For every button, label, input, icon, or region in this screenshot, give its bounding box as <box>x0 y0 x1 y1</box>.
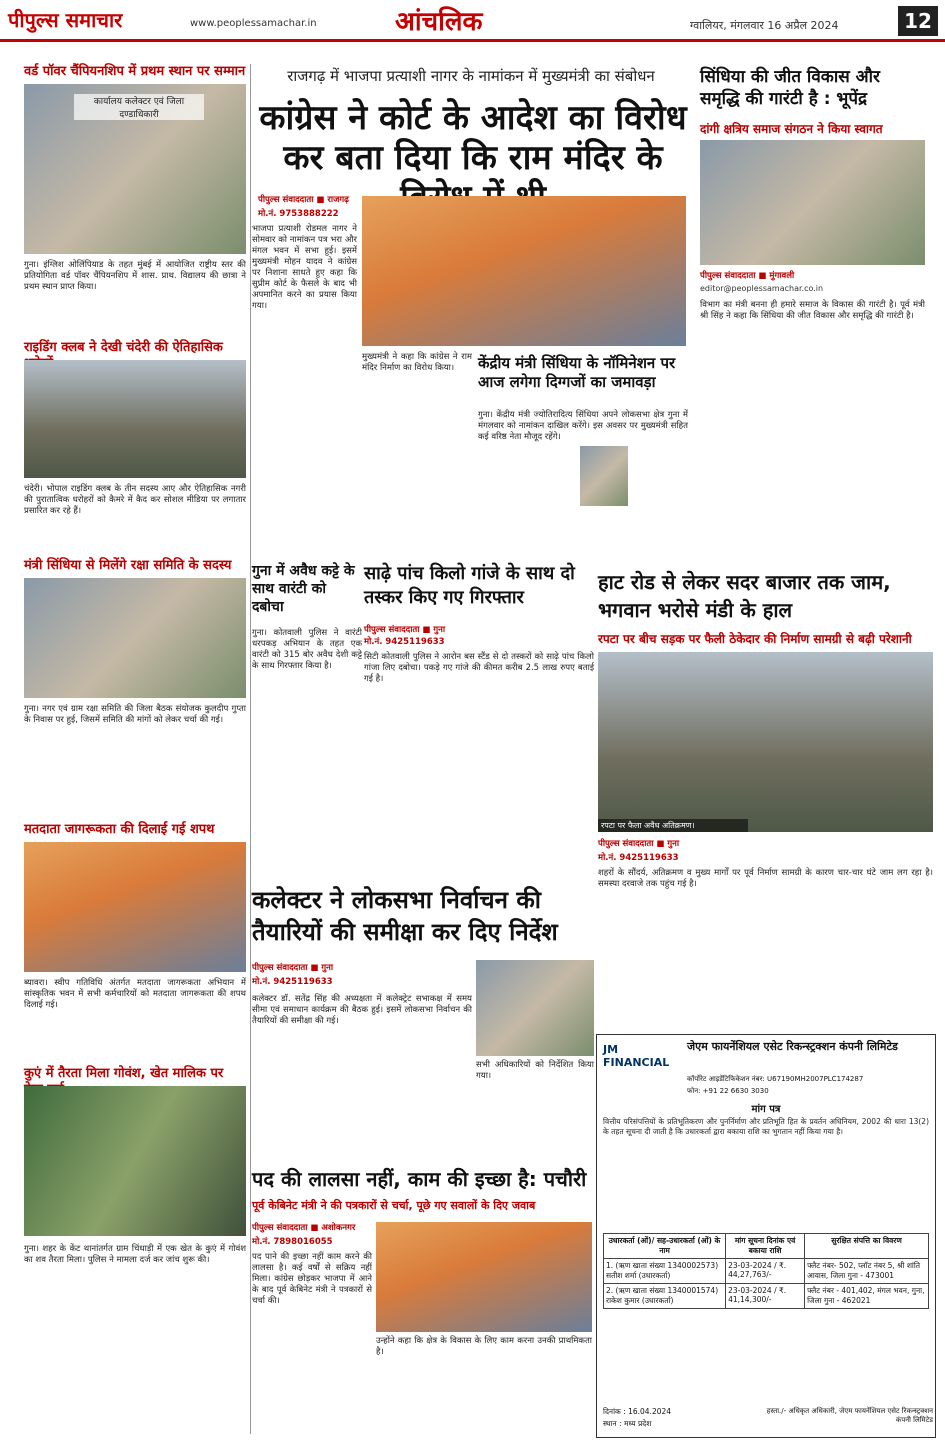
pachauri-body: पद पाने की इच्छा नहीं काम करने की लालसा है। कई वर्षों से सक्रिय नहीं मिला। कांग्रेस छोड़कर भाजपा में आने के बाद पूर्व केबिनेट मंत्री ने पत्रकारों से चर्चा की। <box>252 1252 372 1306</box>
lead-byline: पीपुल्स संवाददाता ■ राजगढ़ <box>258 195 349 205</box>
left-column <box>24 64 246 1442</box>
pachauri-photo <box>376 1222 592 1332</box>
lead-headline: कांग्रेस ने कोर्ट के आदेश का विरोध कर बता दिया कि राम मंदिर के <box>259 98 687 178</box>
pachauri-headline: पद की लालसा नहीं, काम की इच्छा है: पचौरी <box>252 1167 587 1191</box>
ad-place: स्थान : मध्य प्रदेश <box>603 1419 652 1428</box>
market-subhead: रपटा पर बीच सड़क पर फैली ठेकेदार की निर्माण सामग्री से बढ़ी परेशानी <box>598 632 912 646</box>
crime2-body: सिटी कोतवाली पुलिस ने आरोन बस स्टैंड से दो तस्करों को साढ़े पांच किलो गांजा लिए दबोचा। पकड़े गए गांजे की कीमत करीब 2.5 लाख रुपए बताई गई है। <box>364 652 594 684</box>
ad-notice-body: वित्तीय परिसंपत्तियों के प्रतिभूतिकरण और पुनर्निर्माण और प्रतिभूति हित के प्रवर्तन अधिनियम, 2002 की धारा 13(2) के तहत सूचना दी जाती है कि उधारकर्ता द्वारा बकाया राशि का भुगतान नहीं किया गया है। <box>603 1117 929 1136</box>
market-headline: हाट रोड से लेकर सदर बाजार तक जाम, भगवान भरोसे मंडी के हाल <box>598 570 891 622</box>
collector-phone: मो.नं. 9425119633 <box>252 977 333 987</box>
item4-headline: मतदाता जागरूकता की दिलाई गई शपथ <box>24 822 215 837</box>
lead-body-cont: मुख्यमंत्री ने कहा कि कांग्रेस ने राम मंदिर निर्माण का विरोध किया। <box>362 352 472 373</box>
ad-title: जेएम फायनेंशियल एसेट रिकन्स्ट्रक्शन कंपनी लिमिटेड <box>687 1040 898 1053</box>
collector-photo <box>476 960 594 1056</box>
pachauri-phone: मो.नं. 7898016055 <box>252 1237 333 1247</box>
crime1-headline: गुना में अवैध कट्टे के साथ वारंटी को दबोचा <box>252 563 355 615</box>
ad-col-header: उधारकर्ता (ओं)/ सह-उधारकर्ता (ओं) के नाम <box>604 1234 726 1259</box>
item1-photo-text: कार्यालय कलेक्टर एवं जिला दण्डाधिकारी <box>74 94 204 120</box>
ad-col-header: मांग सूचना दिनांक एवं बकाया राशि <box>726 1234 805 1259</box>
item5-body: गुना। शहर के केंट थानांतर्गत ग्राम चिंधाड़ी में एक खेत के कुएं में गोवंश का शव तैरता मिला। पुलिस ने मामला दर्ज कर जांच शुरू की। <box>24 1244 246 1265</box>
pachauri-byline: पीपुल्स संवाददाता ■ अशोकनगर <box>252 1223 356 1233</box>
ad-phone: फोन: +91 22 6630 3030 <box>687 1087 769 1095</box>
market-byline: पीपुल्स संवाददाता ■ गुना <box>598 839 680 849</box>
scindia-headline: सिंधिया की जीत विकास और समृद्धि की गारंटी है : भूपेंद्र <box>700 67 881 109</box>
market-photo <box>598 652 933 832</box>
ad-cell: फ्लैट नंबर- 502, प्लॉट नंबर 5, श्री शांति आवास, जिला गुना - 473001 <box>805 1259 929 1284</box>
ad-cell: फ्लैट नंबर - 401,402, मंगल भवन, गुना, जिला गुना - 462021 <box>805 1284 929 1309</box>
item1-body: गुना। इंग्लिश ओलिंपियाड के तहत मुंबई में आयोजित राष्ट्रीय स्तर की प्रतियोगिता वर्ड पॉवर चैंपियनशिप में शास. प्राथ. विद्यालय की छात्रा ने प्रथम स्थान प्राप्त किया। <box>24 260 246 292</box>
crime2-phone: मो.नं. 9425119633 <box>364 637 445 647</box>
item2-body: चंदेरी। भोपाल राइडिंग क्लब के तीन सदस्य आए और ऐतिहासिक नगरी की पुरातात्विक धरोहरों को कैमरे में कैद कर सोशल मीडिया पर लगातार प्रसारित कर रहे हैं। <box>24 484 246 516</box>
ad-col-header: सुरक्षित संपत्ति का विवरण <box>805 1234 929 1259</box>
crime2-byline: पीपुल्स संवाददाता ■ गुना <box>364 625 446 635</box>
jm-financial-ad <box>596 1034 936 1438</box>
ad-signatory: हस्ता./- अधिकृत अधिकारी, जेएम फायनेंशियल एसेट रिकन्स्ट्रक्शन कंपनी लिमिटेड <box>766 1407 933 1424</box>
crime1-body: गुना। कोतवाली पुलिस ने वारंटी धरपकड़ अभियान के तहत एक वारंटी को 315 बोर अवैध देशी कट्टे के साथ गिरफ्तार किया है। <box>252 628 362 671</box>
nomination-headline: केंद्रीय मंत्री सिंधिया के नॉमिनेशन पर आज लगेगा दिग्गजों का जमावड़ा <box>478 354 676 391</box>
nomination-body: गुना। केंद्रीय मंत्री ज्योतिरादित्य सिंधिया अपने लोकसभा क्षेत्र गुना में मंगलवार को नामांकन दाखिल करेंगे। इस अवसर पर मुख्यमंत्री सहित कई वरिष्ठ नेता मौजूद रहेंगे। <box>478 410 688 442</box>
ad-cell: 1. (ऋण खाता संख्या 1340002573) सतीश शर्मा (उधारकर्ता) <box>604 1259 726 1284</box>
item3-body: गुना। नगर एवं ग्राम रक्षा समिति की जिला बैठक संयोजक कुलदीप गुप्ता के निवास पर हुई, जिसमें समिति की मांगों को लेकर चर्चा की गई। <box>24 704 246 725</box>
section-title: आंचलिक <box>395 7 483 37</box>
item4-photo <box>24 842 246 972</box>
item1-photo <box>24 84 246 254</box>
newspaper-logo[interactable]: पीपुल्स समाचार <box>8 8 123 32</box>
item2-photo <box>24 360 246 478</box>
scindia-photo <box>700 140 925 265</box>
crime2-headline: साढ़े पांच किलो गांजे के साथ दो तस्कर किए गए गिरफ्तार <box>364 563 575 608</box>
item1-headline: वर्ड पॉवर चैंपियनशिप में प्रथम स्थान पर सम्मान <box>24 64 246 79</box>
collector-headline: कलेक्टर ने लोकसभा निर्वाचन की तैयारियों की समीक्षा कर दिए निर्देश <box>252 886 558 946</box>
table-row <box>604 1259 929 1284</box>
table-row <box>604 1284 929 1309</box>
ad-cell: 23-03-2024 / ₹. 41,14,300/- <box>726 1284 805 1309</box>
lead-body: भाजपा प्रत्याशी रोडमल नागर ने सोमवार को नामांकन पत्र भरा और मंगल भवन में सभा हुई। इसमें मुख्यमंत्री मोहन यादव ने कांग्रेस पर निशाना साधते हुए कहा कि सुप्रीम कोर्ट के फैसले के बाद भी अपमानित करने का प्रयास किया गया। <box>252 224 357 311</box>
item5-photo <box>24 1086 246 1236</box>
dateline: ग्वालियर, मंगलवार 16 अप्रैल 2024 <box>690 19 839 32</box>
top-banner: राजगढ़ में भाजपा प्रत्याशी नागर के नामांकन में मुख्यमंत्री का संबोधन <box>287 67 655 85</box>
ad-cin: कॉर्पोरेट आइडेंटिफिकेशन नंबर: U67190MH2007PLC174287 <box>687 1075 864 1083</box>
scindia-byline: पीपुल्स संवाददाता ■ मुंगावली <box>700 271 795 281</box>
collector-body-cont: सभी अधिकारियों को निर्देशित किया गया। <box>476 1060 594 1081</box>
collector-byline: पीपुल्स संवाददाता ■ गुना <box>252 963 334 973</box>
lead-phone: मो.नं. 9753888222 <box>258 209 339 219</box>
market-phone: मो.नं. 9425119633 <box>598 853 679 863</box>
ad-date: दिनांक : 16.04.2024 <box>603 1407 672 1416</box>
page-number: 12 <box>898 6 938 36</box>
item3-photo <box>24 578 246 698</box>
ad-cell: 23-03-2024 / ₹. 44,27,763/- <box>726 1259 805 1284</box>
scindia-email[interactable]: editor@peoplessamachar.co.in <box>700 284 824 293</box>
column-divider <box>250 64 251 1434</box>
item4-body: ब्यावरा। स्वीप गतिविधि अंतर्गत मतदाता जागरूकता अभियान में सांस्कृतिक भवन में सभी कर्मचारियों को मतदाता जागरूकता की शपथ दिलाई गई। <box>24 978 246 1010</box>
market-body: शहरों के सौंदर्य, अतिक्रमण व मुख्य मार्गों पर पूर्व निर्माण सामग्री के कारण चार-चार घंटे जाम लग रहा है। समस्या दरवाजे तक पहुंच गई है। <box>598 868 933 889</box>
scindia-subhead: दांगी क्षत्रिय समाज संगठन ने किया स्वागत <box>700 122 883 136</box>
ad-notice-title: मांग पत्र <box>751 1104 781 1115</box>
ad-cell: 2. (ऋण खाता संख्या 1340001574) राकेश कुमार (उधारकर्ता) <box>604 1284 726 1309</box>
scindia-portrait <box>580 446 628 506</box>
ad-brand-logo: JM FINANCIAL <box>603 1043 670 1069</box>
item2-headline: राइडिंग क्लब ने देखी चंदेरी की ऐतिहासिक <box>24 340 223 355</box>
site-url[interactable]: www.peoplessamachar.in <box>190 18 317 29</box>
lead-photo <box>362 196 686 346</box>
item5-headline: कुएं में तैरता मिला गोवंश, खेत मालिक पर <box>24 1066 224 1081</box>
pachauri-subhead: पूर्व केबिनेट मंत्री ने की पत्रकारों से चर्चा, पूछे गए सवालों के दिए जवाब <box>252 1199 536 1212</box>
masthead <box>0 0 945 42</box>
pachauri-body-cont: उन्होंने कहा कि क्षेत्र के विकास के लिए काम करना उनकी प्राथमिकता है। <box>376 1336 592 1357</box>
collector-body: कलेक्टर डॉ. सतेंद्र सिंह की अध्यक्षता में कलेक्ट्रेट सभाकक्ष में समय सीमा एवं समाधान कार्यक्रम की बैठक हुई। इसमें लोकसभा निर्वाचन की तैयारियों की समीक्षा की गई। <box>252 994 472 1026</box>
item3-headline: मंत्री सिंधिया से मिलेंगे रक्षा समिति के सदस्य <box>24 558 232 573</box>
market-photo-caption: रपटा पर फैला अवैध अतिक्रमण। <box>598 819 748 832</box>
ad-table <box>603 1233 929 1373</box>
scindia-body: विभाग का मंत्री बनना ही हमारे समाज के विकास की गारंटी है। पूर्व मंत्री श्री सिंह ने कहा कि सिंधिया की जीत विकास और समृद्धि की गारंटी है। <box>700 300 925 321</box>
